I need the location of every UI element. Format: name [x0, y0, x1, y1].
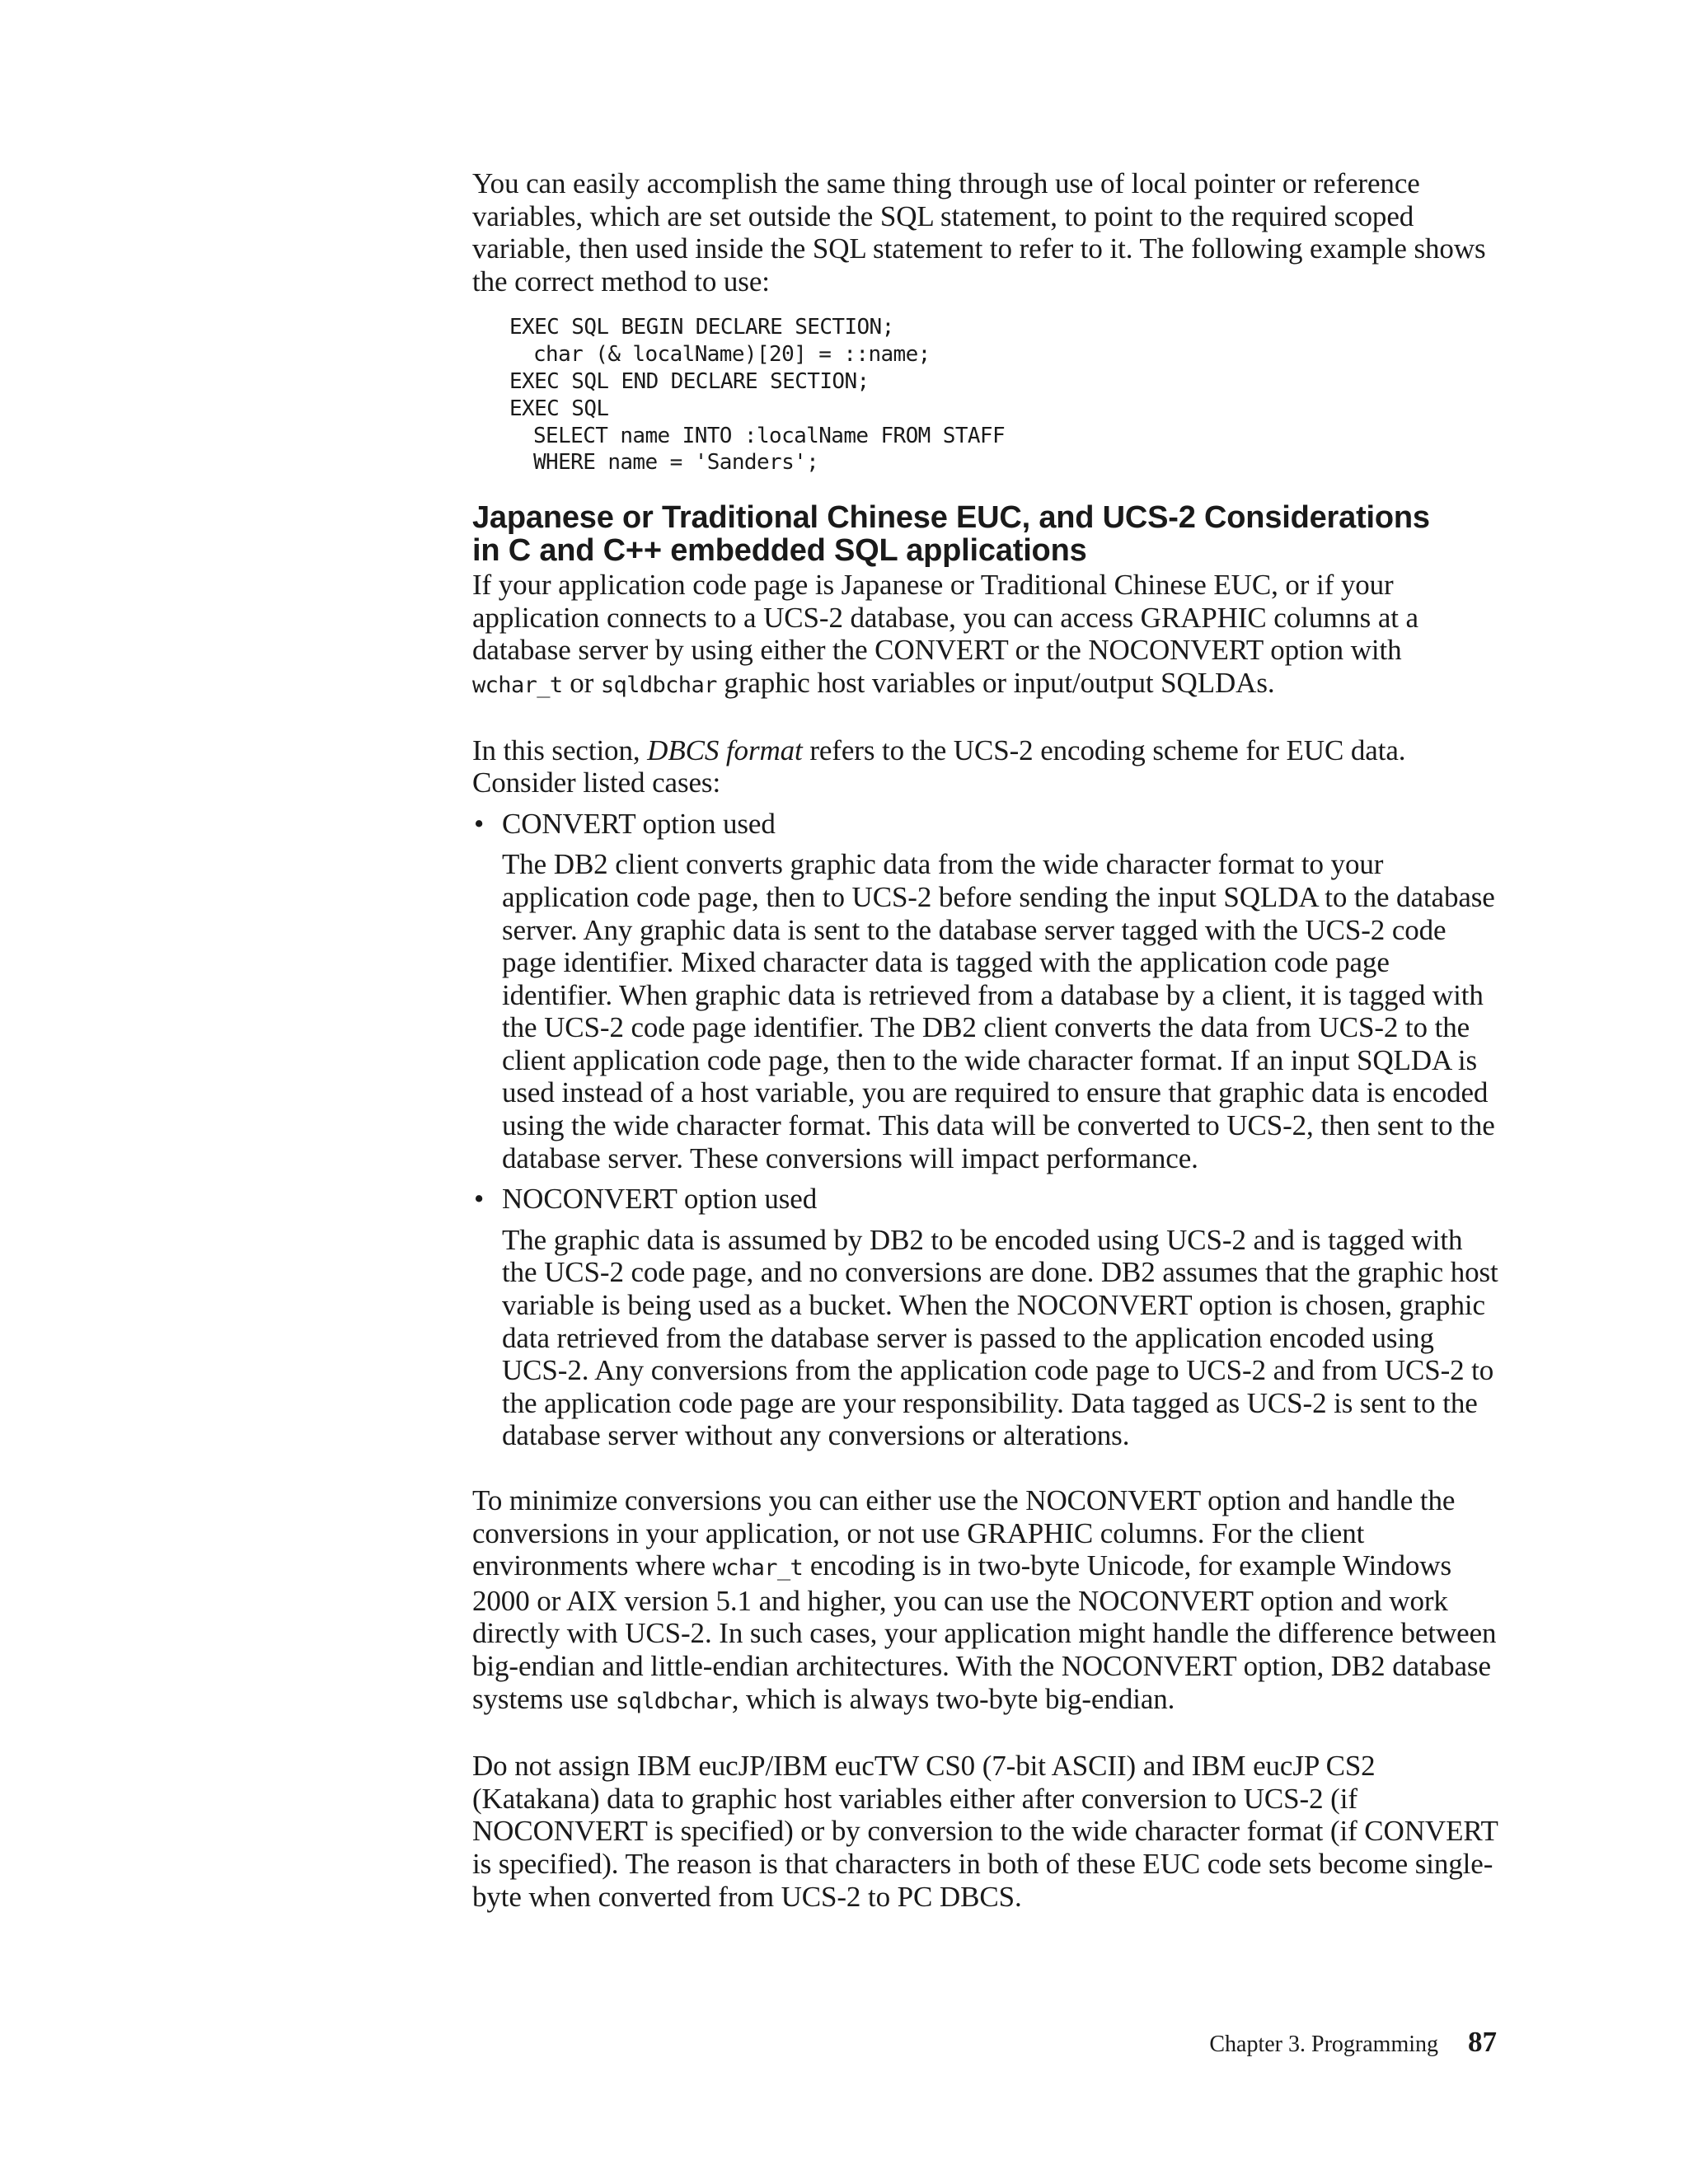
list-item-title: CONVERT option used [502, 807, 776, 840]
text-run: graphic host variables or input/output SQLDAs. [716, 666, 1275, 699]
code-line: WHERE name = 'Sanders'; [533, 450, 819, 476]
section-paragraph-2 [472, 734, 1498, 799]
section-heading-line-1: Japanese or Traditional Chinese EUC, and UCS-2 Considerations [472, 500, 1430, 536]
text-run: or [562, 666, 601, 699]
code-line: SELECT name INTO :localName FROM STAFF [533, 423, 1006, 448]
paragraph-minimize-conversions [472, 1484, 1498, 1718]
intro-paragraph: You can easily accomplish the same thing through use of local pointer or reference variables, which are set outside the SQL statement, to point to the required scoped variable, then used inside the SQL statement to refer to it. The following example shows the correct method to use: [472, 167, 1486, 298]
code-line: EXEC SQL END DECLARE SECTION; [509, 368, 870, 394]
paragraph-gap [472, 1452, 1498, 1484]
inline-code-sqldbchar: sqldbchar [600, 672, 717, 698]
page-footer [1190, 2026, 1497, 2059]
list-item-body: The graphic data is assumed by DB2 to be encoded using UCS-2 and is tagged with the UCS-2 code page, and no conversions are done. DB2 assumes that the graphic host variable is being used as a bucket. When the NOCONVERT option is chosen, graphic data retrieved from the database server is passed to the application encoded using UCS-2. Any conversions from the application code page to UCS-2 and from UCS-2 to the application code page are your responsibility. Data tagged as UCS-2 is sent to the database server without any conversions or alterations. [502, 1223, 1498, 1452]
bullet-icon: • [474, 1183, 485, 1216]
list-item-noconvert [472, 1183, 1498, 1452]
inline-code-wchar: wchar_t [472, 672, 563, 698]
paragraph-gap [472, 1718, 1498, 1750]
section-heading-line-2: in C and C++ embedded SQL applications [472, 533, 1087, 569]
paragraph-do-not-assign: Do not assign IBM eucJP/IBM eucTW CS0 (7-bit ASCII) and IBM eucJP CS2 (Katakana) data to graphic host variables either after conversion to UCS-2 (if NOCONVERT is specified) or by conversion to the wide character format (if CONVERT is specified). The reason is that characters in both of these EUC code sets become single-byte when converted from UCS-2 to PC DBCS. [472, 1750, 1498, 1913]
emphasis-dbcs-format: DBCS format [647, 733, 803, 766]
inline-code-sqldbchar: sqldbchar [615, 1688, 732, 1714]
code-example [472, 314, 1498, 476]
text-run: , which is always two-byte big-endian. [731, 1682, 1175, 1715]
section-heading [472, 501, 1498, 567]
page-number: 87 [1468, 2026, 1497, 2058]
list-item-title: NOCONVERT option used [502, 1183, 818, 1216]
text-column [472, 167, 1498, 1913]
section-paragraph-1 [472, 569, 1498, 701]
code-line: EXEC SQL BEGIN DECLARE SECTION; [509, 315, 894, 340]
text-run: encoding is in two-byte Unicode, for example Windows 2000 or AIX version 5.1 and higher, you can use the NOCONVERT option and work directly with UCS-2. In such cases, your application might handle the difference between big-endian and little-endian architectures. With the NOCONVERT option, DB2 database systems use [472, 1549, 1497, 1715]
paragraph-gap [472, 702, 1498, 734]
text-run: To minimize conversions you can either use the NOCONVERT option and handle the conversions in your application, or not use GRAPHIC columns. For the client environments where [472, 1484, 1456, 1582]
code-line: char (& localName)[20] = ::name; [533, 342, 931, 368]
bullet-icon: • [474, 807, 485, 840]
list-item-body: The DB2 client converts graphic data from the wide character format to your application code page, then to UCS-2 before sending the input SQLDA to the database server. Any graphic data is sent to the database server tagged with the UCS-2 code page identifier. Mixed character data is tagged with the application code page identifier. When graphic data is retrieved from a database by a client, it is tagged with the UCS-2 code page identifier. The DB2 client converts the data from UCS-2 to the client application code page, then to the wide character format. If an input SQLDA is used instead of a host variable, you are required to ensure that graphic data is encoded using the wide character format. This data will be converted to UCS-2, then sent to the database server. These conversions will impact performance. [502, 848, 1495, 1174]
text-run: refers to the UCS-2 encoding scheme for EUC data. Consider listed cases: [472, 733, 1406, 799]
text-run: If your application code page is Japanese or Traditional Chinese EUC, or if your application connects to a UCS-2 database, you can access GRAPHIC columns at a database server by using either the CONVERT or the NOCONVERT option with [472, 569, 1418, 667]
list-item-convert [472, 808, 1498, 1175]
cases-list [472, 808, 1498, 1452]
footer-chapter-title: Chapter 3. Programming [1209, 2032, 1438, 2057]
text-run: In this section, [472, 733, 648, 766]
code-line: EXEC SQL [509, 396, 609, 421]
inline-code-wchar: wchar_t [712, 1555, 804, 1582]
